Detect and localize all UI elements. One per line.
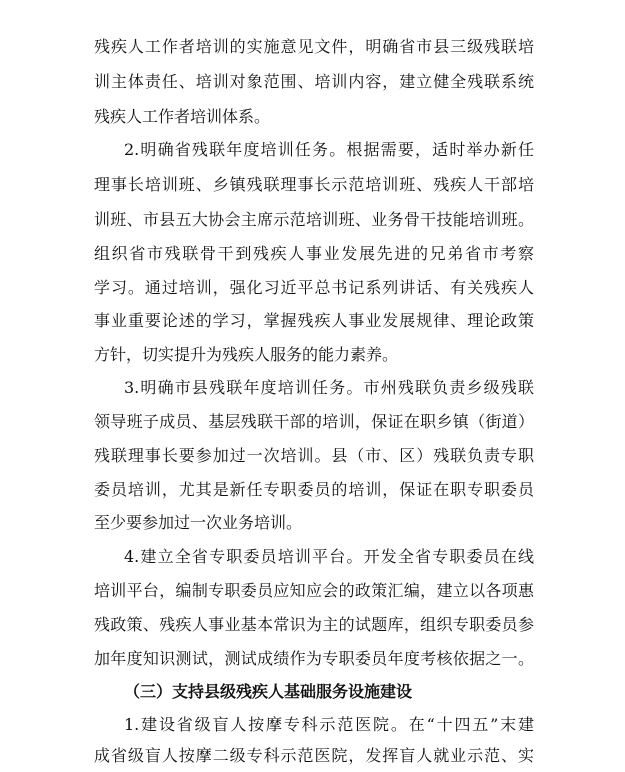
paragraph-line: 组织省市残联骨干到残疾人事业发展先进的兄弟省市考察	[94, 244, 534, 263]
paragraph-line: 4.建立全省专职委员培训平台。开发全省专职委员在线	[124, 547, 534, 566]
paragraph-line: 1.建设省级盲人按摩专科示范医院。在“十四五”末建	[124, 715, 534, 734]
paragraph-line: 残疾人工作者培训的实施意见文件，明确省市县三级残联培	[94, 37, 534, 56]
section-heading: （三）支持县级残疾人基础服务设施建设	[124, 682, 413, 701]
paragraph-line: 2.明确省残联年度培训任务。根据需要，适时举办新任	[124, 140, 534, 159]
paragraph-line: 理事长培训班、乡镇残联理事长示范培训班、残疾人干部培	[94, 175, 534, 194]
paragraph-line: 残疾人工作者培训体系。	[94, 107, 271, 126]
paragraph-line: 加年度知识测试，测试成绩作为专职委员年度考核依据之一。	[94, 649, 534, 668]
paragraph-line: 残联理事长要参加过一次培训。县（市、区）残联负责专职	[94, 446, 534, 465]
paragraph-line: 方针，切实提升为残疾人服务的能力素养。	[94, 345, 399, 364]
paragraph-line: 至少要参加过一次业务培训。	[94, 513, 303, 532]
paragraph-line: 学习。通过培训，强化习近平总书记系列讲话、有关残疾人	[94, 278, 534, 297]
paragraph-line: 训主体责任、培训对象范围、培训内容，建立健全残联系统	[94, 72, 534, 91]
paragraph-line: 残政策、残疾人事业基本常识为主的试题库，组织专职委员参	[94, 615, 534, 634]
paragraph-line: 训班、市县五大协会主席示范培训班、业务骨干技能培训班。	[94, 210, 534, 229]
paragraph-line: 3.明确市县残联年度培训任务。市州残联负责乡级残联	[124, 378, 534, 397]
paragraph-line: 领导班子成员、基层残联干部的培训，保证在职乡镇（街道）	[94, 412, 534, 431]
paragraph-line: 事业重要论述的学习，掌握残疾人事业发展规律、理论政策	[94, 311, 534, 330]
paragraph-line: 培训平台，编制专职委员应知应会的政策汇编，建立以各项惠	[94, 581, 534, 600]
paragraph-line: 成省级盲人按摩二级专科示范医院，发挥盲人就业示范、实	[94, 746, 534, 765]
paragraph-line: 委员培训，尤其是新任专职委员的培训，保证在职专职委员	[94, 480, 534, 499]
